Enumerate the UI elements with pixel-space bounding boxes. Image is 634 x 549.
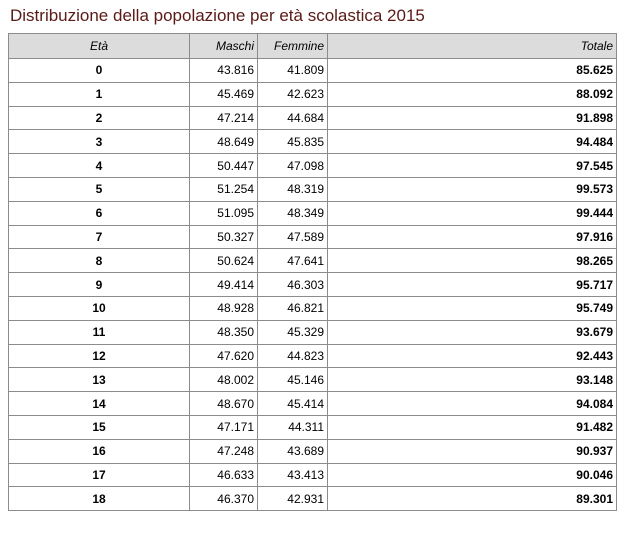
table-row <box>9 249 617 273</box>
cell-maschi: 47.171 <box>190 415 258 439</box>
cell-totale: 90.937 <box>328 439 617 463</box>
cell-femmine: 44.684 <box>258 106 328 130</box>
table-row <box>9 225 617 249</box>
cell-maschi: 49.414 <box>190 273 258 297</box>
header-totale: Totale <box>328 34 617 59</box>
cell-femmine: 48.319 <box>258 177 328 201</box>
cell-maschi: 46.370 <box>190 487 258 511</box>
cell-totale: 85.625 <box>328 59 617 83</box>
table-row <box>9 130 617 154</box>
table-row <box>9 82 617 106</box>
cell-eta: 1 <box>9 82 190 106</box>
cell-femmine: 41.809 <box>258 59 328 83</box>
cell-maschi: 47.214 <box>190 106 258 130</box>
cell-maschi: 51.095 <box>190 201 258 225</box>
cell-totale: 99.573 <box>328 177 617 201</box>
cell-eta: 7 <box>9 225 190 249</box>
cell-femmine: 45.146 <box>258 368 328 392</box>
table-row <box>9 463 617 487</box>
cell-totale: 91.482 <box>328 415 617 439</box>
cell-totale: 91.898 <box>328 106 617 130</box>
table-row <box>9 487 617 511</box>
table-header-row <box>9 34 617 59</box>
cell-femmine: 46.303 <box>258 273 328 297</box>
table-row <box>9 392 617 416</box>
cell-eta: 0 <box>9 59 190 83</box>
table-row <box>9 201 617 225</box>
cell-femmine: 42.931 <box>258 487 328 511</box>
cell-femmine: 44.311 <box>258 415 328 439</box>
cell-maschi: 50.624 <box>190 249 258 273</box>
table-row <box>9 344 617 368</box>
cell-maschi: 48.350 <box>190 320 258 344</box>
cell-totale: 95.717 <box>328 273 617 297</box>
cell-femmine: 46.821 <box>258 296 328 320</box>
cell-eta: 5 <box>9 177 190 201</box>
cell-totale: 93.148 <box>328 368 617 392</box>
table-row <box>9 59 617 83</box>
cell-maschi: 48.649 <box>190 130 258 154</box>
cell-maschi: 47.620 <box>190 344 258 368</box>
cell-totale: 97.545 <box>328 154 617 178</box>
cell-maschi: 45.469 <box>190 82 258 106</box>
cell-totale: 93.679 <box>328 320 617 344</box>
cell-totale: 88.092 <box>328 82 617 106</box>
cell-maschi: 48.928 <box>190 296 258 320</box>
cell-maschi: 47.248 <box>190 439 258 463</box>
cell-totale: 92.443 <box>328 344 617 368</box>
cell-eta: 3 <box>9 130 190 154</box>
table-row <box>9 177 617 201</box>
header-maschi: Maschi <box>190 34 258 59</box>
header-femmine: Femmine <box>258 34 328 59</box>
cell-eta: 6 <box>9 201 190 225</box>
cell-femmine: 45.329 <box>258 320 328 344</box>
cell-maschi: 46.633 <box>190 463 258 487</box>
cell-femmine: 47.098 <box>258 154 328 178</box>
table-row <box>9 273 617 297</box>
cell-eta: 4 <box>9 154 190 178</box>
cell-femmine: 43.413 <box>258 463 328 487</box>
table-row <box>9 415 617 439</box>
cell-eta: 8 <box>9 249 190 273</box>
cell-maschi: 48.670 <box>190 392 258 416</box>
cell-femmine: 47.641 <box>258 249 328 273</box>
cell-eta: 15 <box>9 415 190 439</box>
cell-femmine: 45.835 <box>258 130 328 154</box>
cell-totale: 95.749 <box>328 296 617 320</box>
header-eta: Età <box>9 34 190 59</box>
cell-totale: 98.265 <box>328 249 617 273</box>
cell-eta: 10 <box>9 296 190 320</box>
table-body <box>9 59 617 511</box>
cell-totale: 89.301 <box>328 487 617 511</box>
cell-eta: 17 <box>9 463 190 487</box>
table-row <box>9 106 617 130</box>
cell-eta: 14 <box>9 392 190 416</box>
cell-totale: 99.444 <box>328 201 617 225</box>
cell-femmine: 47.589 <box>258 225 328 249</box>
cell-eta: 2 <box>9 106 190 130</box>
cell-eta: 16 <box>9 439 190 463</box>
cell-maschi: 50.447 <box>190 154 258 178</box>
cell-maschi: 43.816 <box>190 59 258 83</box>
cell-eta: 13 <box>9 368 190 392</box>
cell-eta: 12 <box>9 344 190 368</box>
cell-maschi: 50.327 <box>190 225 258 249</box>
cell-maschi: 51.254 <box>190 177 258 201</box>
table-row <box>9 368 617 392</box>
cell-femmine: 44.823 <box>258 344 328 368</box>
cell-femmine: 43.689 <box>258 439 328 463</box>
cell-eta: 11 <box>9 320 190 344</box>
table-row <box>9 320 617 344</box>
cell-femmine: 48.349 <box>258 201 328 225</box>
cell-maschi: 48.002 <box>190 368 258 392</box>
cell-totale: 97.916 <box>328 225 617 249</box>
table-row <box>9 154 617 178</box>
table-row <box>9 439 617 463</box>
cell-femmine: 42.623 <box>258 82 328 106</box>
cell-eta: 9 <box>9 273 190 297</box>
population-table <box>8 33 617 511</box>
cell-eta: 18 <box>9 487 190 511</box>
cell-totale: 94.084 <box>328 392 617 416</box>
page-title: Distribuzione della popolazione per età scolastica 2015 <box>10 6 425 25</box>
cell-totale: 90.046 <box>328 463 617 487</box>
table-row <box>9 296 617 320</box>
cell-femmine: 45.414 <box>258 392 328 416</box>
cell-totale: 94.484 <box>328 130 617 154</box>
